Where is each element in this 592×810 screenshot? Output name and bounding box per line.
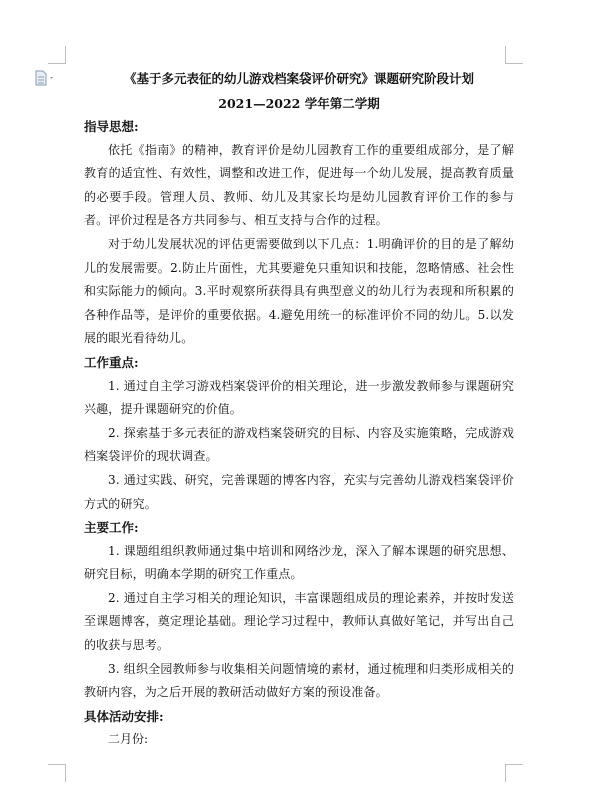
paragraph: 依托《指南》的精神，教育评价是幼儿园教育工作的重要组成部分，是了解教育的适宜性、有效性，调整和改进工作，促进每一个幼儿发展，提高教育质量的必要手段。管理人员、教师、幼儿及其家长均是幼儿园教育评价工作的参与者。评价过程是各方共同参与、相互支持与合作的过程。: [84, 142, 514, 228]
list-item: 3. 组织全园教师参与收集相关问题情境的素材，通过梳理和归类形成相关的教研内容，为之后开展的教研活动做好方案的预设准备。: [84, 661, 514, 700]
document-subtitle: 2021—2022 学年第二学期: [218, 96, 380, 111]
paragraph: 对于幼儿发展状况的评估更需要做到以下几点：1.明确评价的目的是了解幼儿的发展需要。2.防止片面性，尤其要避免只重知识和技能，忽略情感、社会性和实际能力的倾向。3.平时观察所获得具有典型意义的幼儿行为表现和所积累的各种作品等，是评价的重要依据。4.避免用统一的标准评价不同的幼儿。5.以发展的眼光看待幼儿。: [84, 236, 514, 346]
crop-mark: [48, 63, 66, 64]
section-heading: 具体活动安排:: [84, 708, 164, 724]
crop-mark: [48, 764, 66, 765]
list-item: 3. 通过实践、研究，完善课题的博客内容，充实与完善幼儿游戏档案袋评价方式的研究。: [84, 472, 514, 511]
list-item: 1. 通过自主学习游戏档案袋评价的相关理论，进一步激发教师参与课题研究兴趣，提升课题研究的价值。: [84, 378, 514, 417]
crop-mark: [65, 46, 66, 64]
chevron-down-icon: [50, 77, 53, 79]
crop-mark: [505, 46, 506, 64]
crop-mark: [505, 63, 523, 64]
list-item: 1. 课题组组织教师通过集中培训和网络沙龙，深入了解本课题的研究思想、研究目标，明确本学期的研究工作重点。: [84, 543, 514, 582]
document-body: [84, 68, 514, 752]
crop-mark: [505, 764, 523, 765]
crop-mark: [505, 764, 506, 782]
section-heading: 指导思想:: [84, 119, 139, 134]
crop-mark: [65, 764, 66, 782]
document-title: 《基于多元表征的幼儿游戏档案袋评价研究》课题研究阶段计划: [123, 71, 474, 86]
section-heading: 工作重点:: [84, 354, 139, 370]
list-item: 2. 探索基于多元表征的游戏档案袋研究的目标、内容及实施策略，完成游戏档案袋评价的现状调查。: [84, 425, 514, 464]
list-item: 2. 通过自主学习相关的理论知识，丰富课题组成员的理论素养，并按时发送至课题博客，奠定理论基础。理论学习过程中，教师认真做好笔记，并写出自己的收获与思考。: [84, 590, 514, 653]
document-icon[interactable]: [34, 70, 56, 86]
section-heading: 主要工作:: [84, 520, 139, 536]
month-label: 二月份:: [108, 732, 149, 747]
